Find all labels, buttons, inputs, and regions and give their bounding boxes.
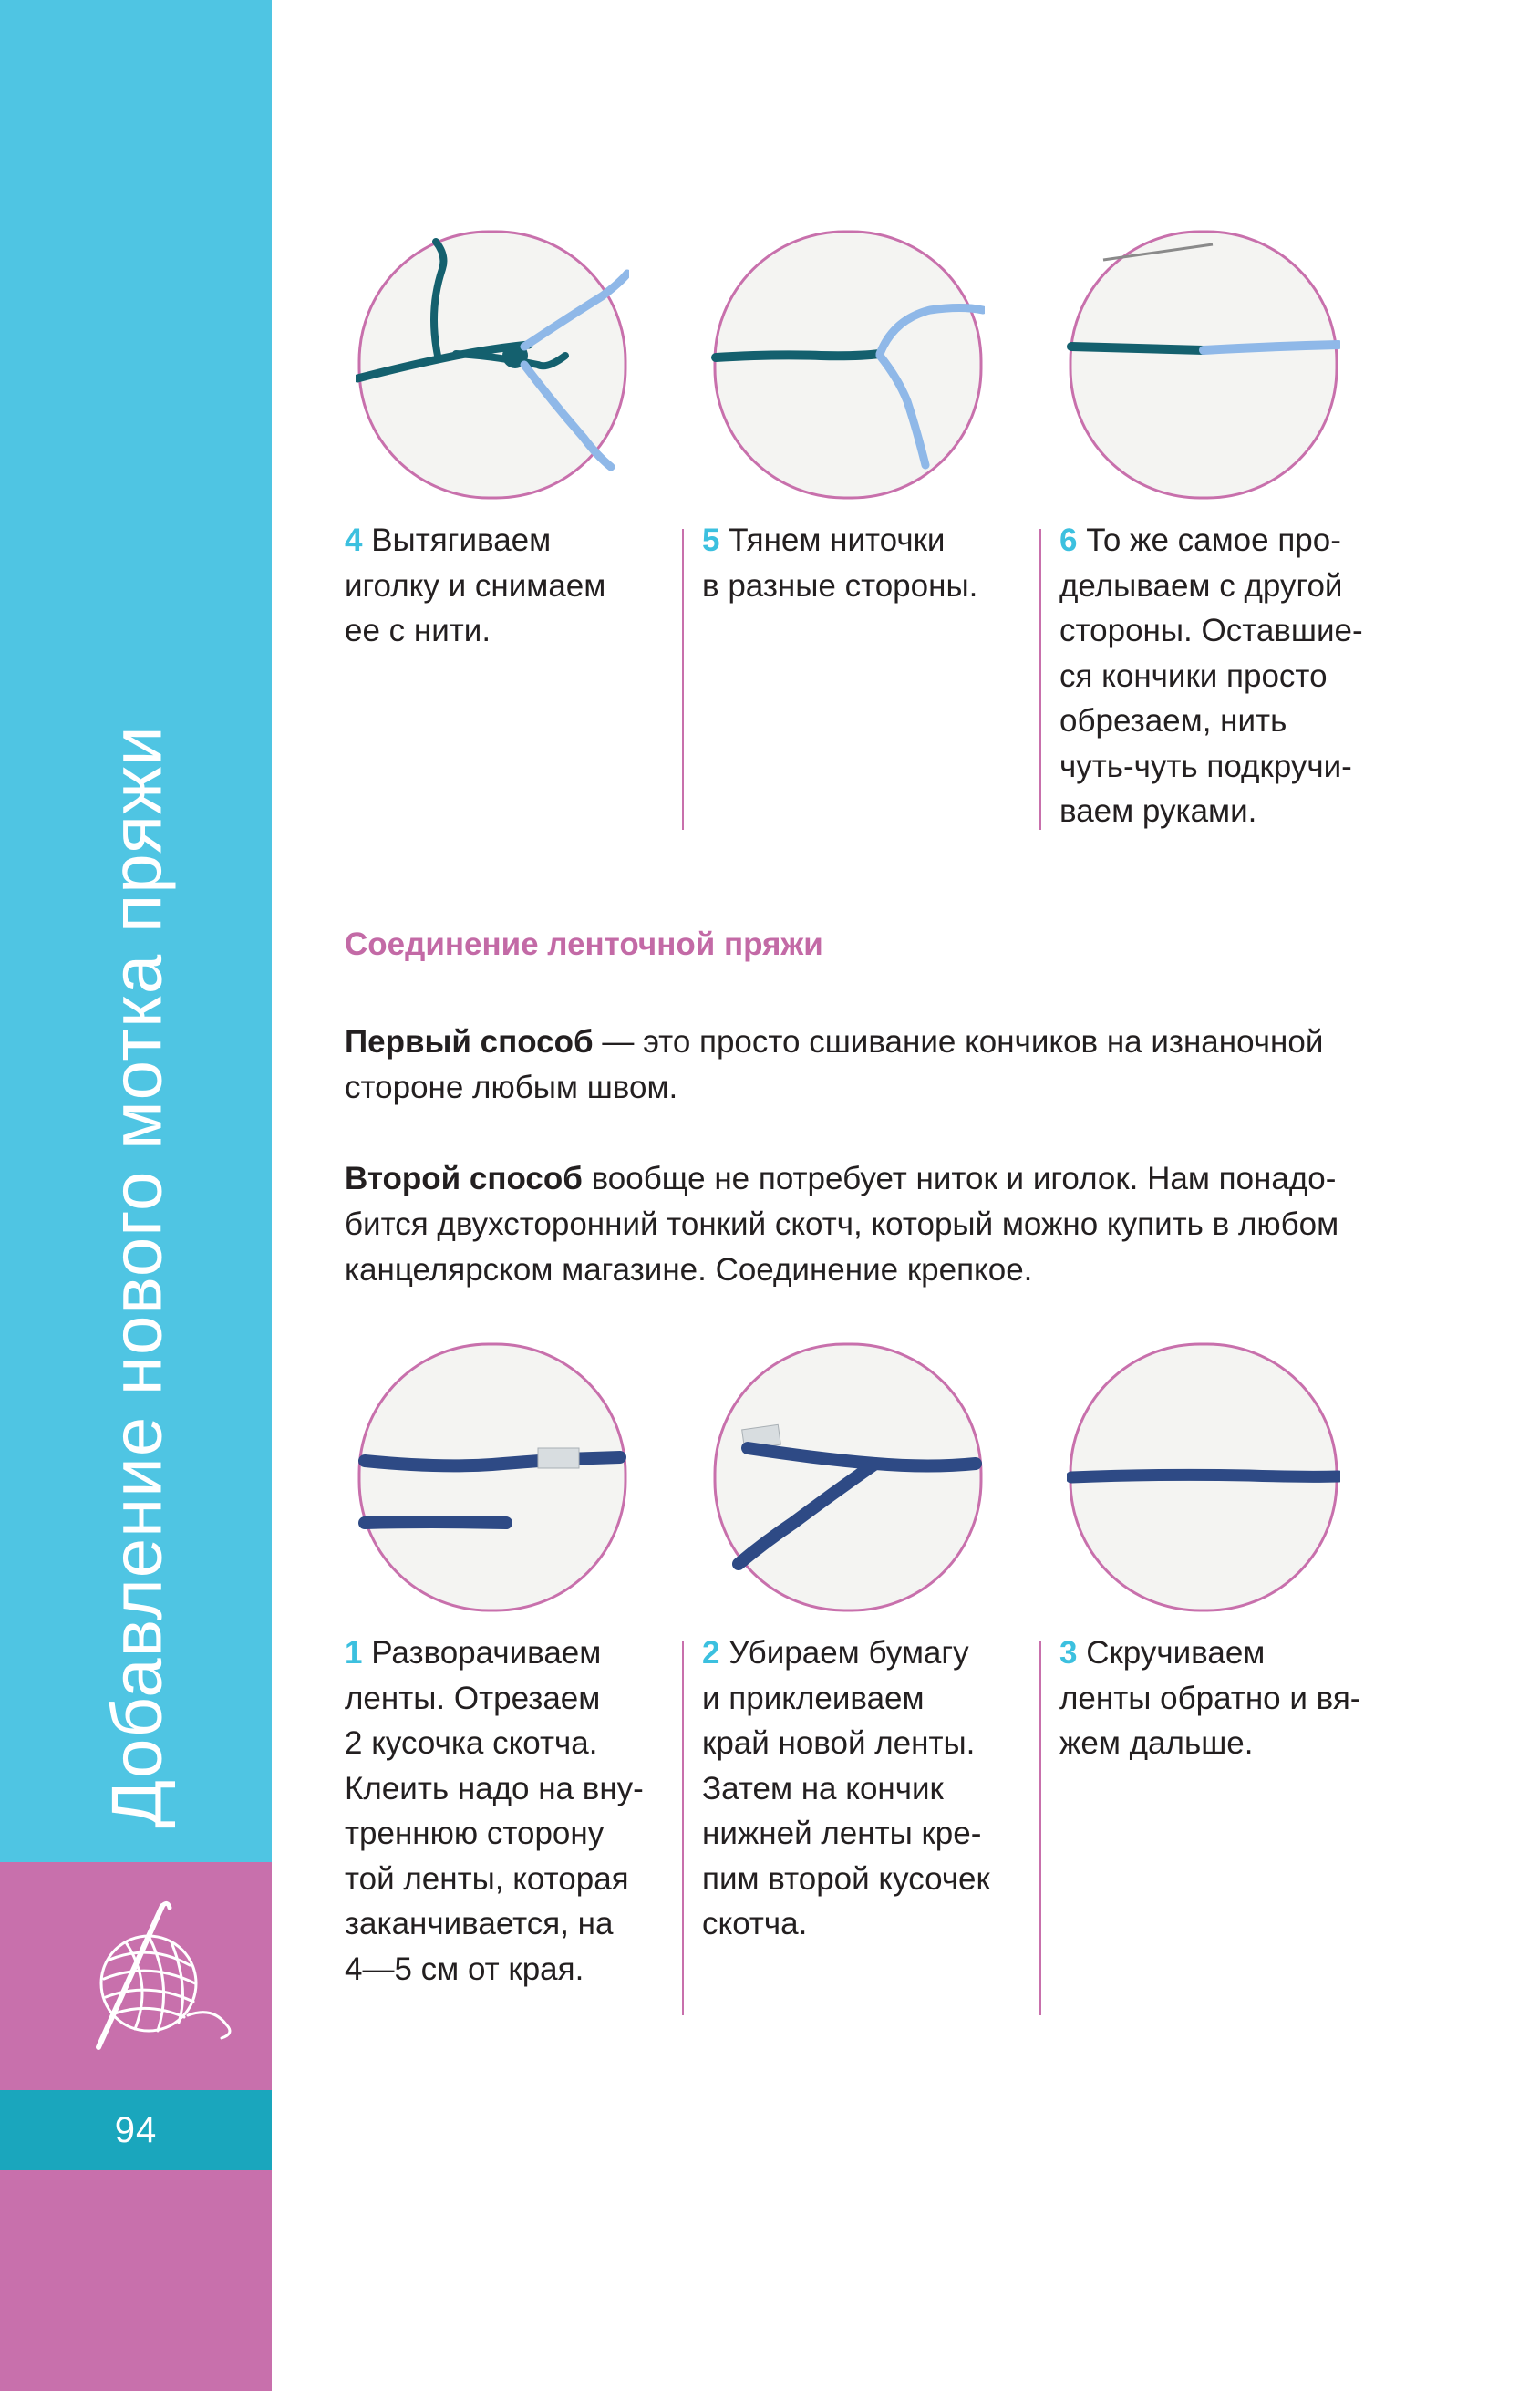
photo-step-4: [356, 228, 629, 502]
paragraph-second-method: [345, 1156, 1384, 1293]
step-line: ваем руками.: [1059, 793, 1257, 829]
chapter-title: Добавление нового мотка пряжи: [96, 725, 177, 1828]
step-line: ся кончики просто: [1059, 657, 1328, 694]
step-line: 2 кусочка скотча.: [345, 1725, 598, 1761]
paragraph-line: бится двухсторонний тонкий скотч, который можно купить в любом: [345, 1206, 1339, 1242]
ribbon-step-3-text: [1059, 1630, 1388, 1766]
step-line: Тянем ниточки: [729, 523, 946, 558]
paragraph-line: вообще не потребует ниток и иголок. Нам понадо-: [582, 1161, 1337, 1196]
column-divider: [682, 529, 684, 830]
step-line: обрезаем, нить: [1059, 703, 1287, 739]
column-divider: [682, 1641, 684, 2015]
step-line: той ленты, которая: [345, 1860, 629, 1897]
step-line: Разворачиваем: [371, 1635, 602, 1671]
paragraph-lead: Второй способ: [345, 1161, 583, 1196]
step-line: и приклеиваем: [702, 1680, 925, 1716]
column-divider: [1039, 1641, 1041, 2015]
step-line: ленты. Отрезаем: [345, 1680, 601, 1716]
step-line: край новой ленты.: [702, 1725, 976, 1761]
paragraph-line: канцелярском магазине. Соединение крепкое.: [345, 1252, 1033, 1288]
step-number: 5: [702, 523, 720, 558]
photo-step-5: [711, 228, 985, 502]
photo-ribbon-step-2: [711, 1340, 985, 1614]
column-divider: [1039, 529, 1041, 830]
step-number: 1: [345, 1635, 363, 1671]
ribbon-step-2-text: [702, 1630, 1012, 1947]
step-line: в разные стороны.: [702, 567, 978, 604]
step-line: То же самое про-: [1086, 523, 1341, 558]
step-4-text: [345, 518, 655, 654]
step-line: нижней ленты кре-: [702, 1816, 982, 1851]
step-5-text: [702, 518, 1012, 608]
step-number: 3: [1059, 1635, 1078, 1671]
step-line: треннюю сторону: [345, 1816, 605, 1851]
step-line: делываем с другой: [1059, 567, 1343, 604]
ribbon-step-1-text: [345, 1630, 655, 1992]
step-line: 4—5 см от края.: [345, 1951, 584, 1987]
page-number: 94: [114, 2110, 158, 2150]
step-line: Затем на кончик: [702, 1770, 944, 1806]
photo-step-6: [1067, 228, 1340, 502]
step-line: Клеить надо на вну-: [345, 1770, 644, 1806]
yarn-ball-with-crochet-hook-icon: [71, 1897, 244, 2052]
step-line: пим второй кусочек: [702, 1860, 990, 1897]
step-line: заканчивается, на: [345, 1906, 614, 1941]
step-number: 4: [345, 523, 363, 558]
paragraph-lead: Первый способ: [345, 1024, 594, 1060]
sidebar: [0, 0, 272, 2391]
paragraph-first-method: [345, 1020, 1384, 1111]
step-line: Убираем бумагу: [729, 1635, 969, 1671]
step-line: Вытягиваем: [371, 523, 552, 558]
photo-ribbon-step-1: [356, 1340, 629, 1614]
step-number: 2: [702, 1635, 720, 1671]
step-number: 6: [1059, 523, 1078, 558]
section-heading: Соединение ленточной пряжи: [345, 926, 823, 962]
step-line: ее с нити.: [345, 613, 491, 648]
step-line: чуть-чуть подкручи-: [1059, 748, 1352, 784]
step-line: Скручиваем: [1086, 1635, 1266, 1671]
photo-ribbon-step-3: [1067, 1340, 1340, 1614]
paragraph-line: — это просто сшивание кончиков на изнаночной: [593, 1024, 1324, 1060]
step-line: стороны. Оставшие-: [1059, 613, 1363, 648]
paragraph-line: стороне любым швом.: [345, 1070, 678, 1105]
step-line: жем дальше.: [1059, 1725, 1254, 1761]
step-line: иголку и снимаем: [345, 567, 606, 604]
step-line: скотча.: [702, 1906, 808, 1941]
step-line: ленты обратно и вя-: [1059, 1680, 1361, 1716]
step-6-text: [1059, 518, 1388, 834]
